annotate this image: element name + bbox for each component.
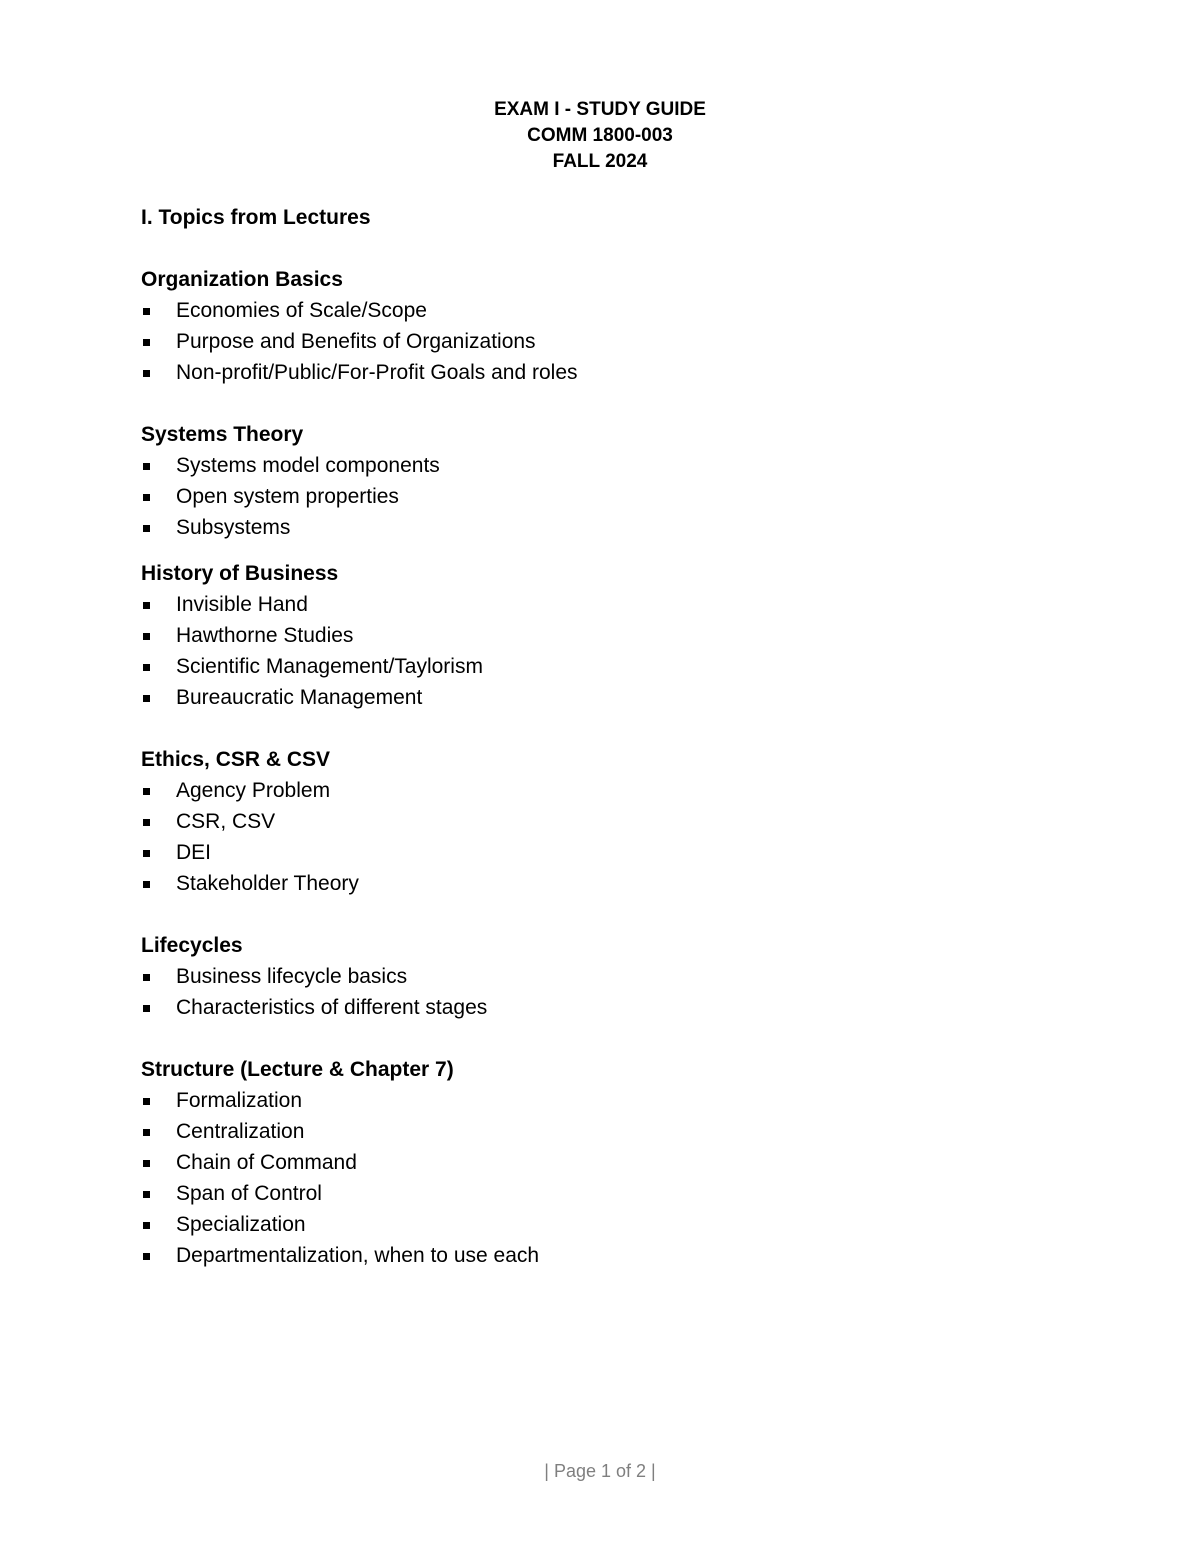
square-bullet-icon [143, 370, 150, 377]
square-bullet-icon [143, 1160, 150, 1167]
square-bullet-icon [143, 1129, 150, 1136]
list-item-text: Span of Control [176, 1182, 322, 1205]
list-item-text: Bureaucratic Management [176, 686, 423, 709]
page-number: | Page 1 of 2 | [544, 1461, 656, 1481]
document-title-block [0, 97, 1200, 175]
list-item-text: Business lifecycle basics [176, 965, 408, 988]
square-bullet-icon [143, 633, 150, 640]
bullet-list [141, 775, 1141, 899]
list-item [141, 651, 1141, 682]
list-item [141, 512, 1141, 543]
section-heading: Structure (Lecture & Chapter 7) [141, 1058, 454, 1081]
section-lifecycles [141, 930, 1141, 1023]
square-bullet-icon [143, 881, 150, 888]
square-bullet-icon [143, 1191, 150, 1198]
list-item-text: Stakeholder Theory [176, 872, 359, 895]
list-item [141, 775, 1141, 806]
list-item [141, 868, 1141, 899]
square-bullet-icon [143, 602, 150, 609]
section-systems-theory [141, 419, 1141, 543]
title-exam: EXAM I - STUDY GUIDE [494, 99, 706, 120]
square-bullet-icon [143, 308, 150, 315]
list-item-text: DEI [176, 841, 212, 864]
list-item [141, 589, 1141, 620]
square-bullet-icon [143, 664, 150, 671]
square-bullet-icon [143, 1222, 150, 1229]
bullet-list [141, 450, 1141, 543]
list-item-text: Chain of Command [176, 1151, 357, 1174]
list-item [141, 1116, 1141, 1147]
page-footer [0, 1458, 1200, 1484]
list-item-text: Agency Problem [176, 779, 331, 802]
list-item [141, 837, 1141, 868]
square-bullet-icon [143, 819, 150, 826]
list-item-text: Scientific Management/Taylorism [176, 655, 483, 678]
bullet-list [141, 1085, 1141, 1271]
list-item-text: Departmentalization, when to use each [176, 1244, 540, 1267]
square-bullet-icon [143, 463, 150, 470]
list-item-text: Hawthorne Studies [176, 624, 354, 647]
document-body [141, 202, 1141, 1302]
list-item [141, 450, 1141, 481]
title-term: FALL 2024 [552, 151, 648, 172]
list-item-text: CSR, CSV [176, 810, 276, 833]
list-item [141, 620, 1141, 651]
list-item-text: Centralization [176, 1120, 305, 1143]
section-heading: History of Business [141, 562, 339, 585]
list-item [141, 1240, 1141, 1271]
section-heading: Lifecycles [141, 934, 243, 957]
title-course: COMM 1800-003 [527, 125, 673, 146]
square-bullet-icon [143, 695, 150, 702]
section-history-of-business [141, 558, 1141, 713]
list-item-text: Purpose and Benefits of Organizations [176, 330, 536, 353]
list-item [141, 1209, 1141, 1240]
list-item [141, 1085, 1141, 1116]
list-item [141, 326, 1141, 357]
list-item-text: Invisible Hand [176, 593, 308, 616]
list-item-text: Economies of Scale/Scope [176, 299, 427, 322]
square-bullet-icon [143, 974, 150, 981]
square-bullet-icon [143, 494, 150, 501]
list-item [141, 1178, 1141, 1209]
list-item-text: Open system properties [176, 485, 399, 508]
list-item-text: Characteristics of different stages [176, 996, 488, 1019]
section-heading: Systems Theory [141, 423, 304, 446]
square-bullet-icon [143, 850, 150, 857]
section-heading: Organization Basics [141, 268, 343, 291]
list-item [141, 481, 1141, 512]
list-item [141, 961, 1141, 992]
main-heading: I. Topics from Lectures [141, 206, 371, 229]
square-bullet-icon [143, 788, 150, 795]
square-bullet-icon [143, 1253, 150, 1260]
list-item [141, 992, 1141, 1023]
list-item [141, 682, 1141, 713]
section-ethics-csr-csv [141, 744, 1141, 899]
list-item-text: Formalization [176, 1089, 303, 1112]
section-heading: Ethics, CSR & CSV [141, 748, 331, 771]
bullet-list [141, 589, 1141, 713]
bullet-list [141, 295, 1141, 388]
section-structure [141, 1054, 1141, 1271]
list-item [141, 357, 1141, 388]
section-organization-basics [141, 264, 1141, 388]
list-item [141, 1147, 1141, 1178]
square-bullet-icon [143, 339, 150, 346]
square-bullet-icon [143, 1005, 150, 1012]
square-bullet-icon [143, 1098, 150, 1105]
list-item-text: Subsystems [176, 516, 291, 539]
square-bullet-icon [143, 525, 150, 532]
bullet-list [141, 961, 1141, 1023]
list-item-text: Systems model components [176, 454, 440, 477]
list-item-text: Non-profit/Public/For-Profit Goals and roles [176, 361, 578, 384]
list-item [141, 295, 1141, 326]
list-item-text: Specialization [176, 1213, 306, 1236]
list-item [141, 806, 1141, 837]
